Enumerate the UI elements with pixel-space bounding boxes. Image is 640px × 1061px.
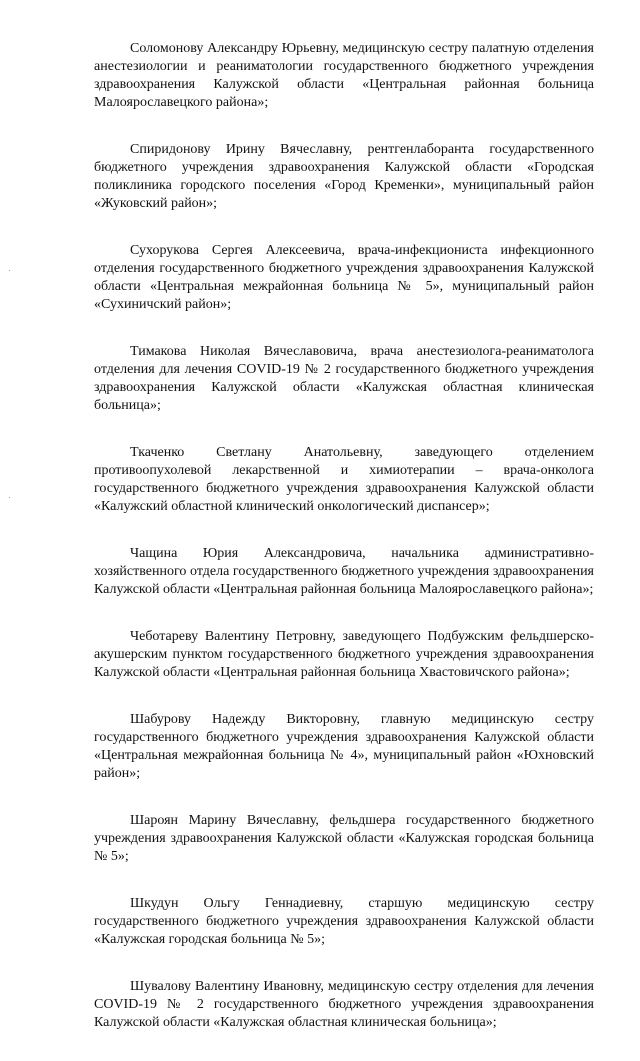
document-page xyxy=(94,40,594,1061)
award-entry-spiridonova: Спиридонову Ирину Вячеславну, рентгенлаборанта государственного бюджетного учреждения здравоохранения Калужской области «Городская поликлиника городского поселения «Город Кременки», муниципальный район «Жуковский район»; xyxy=(94,142,594,211)
award-entry-sharoyan: Шароян Марину Вячеславну, фельдшера государственного бюджетного учреждения здравоохранения Калужской области «Калужская городская больница № 5»; xyxy=(94,813,594,864)
scan-speck xyxy=(9,270,10,271)
award-entry-shuvalova: Шувалову Валентину Ивановну, медицинскую сестру отделения для лечения COVID-19 № 2 государственного бюджетного учреждения здравоохранения Калужской области «Калужская областная клиническая больница»; xyxy=(94,979,594,1030)
award-entry-chashchin: Чащина Юрия Александровича, начальника административно-хозяйственного отдела государственного бюджетного учреждения здравоохранения Калужской области «Центральная районная больница Малоярославецкого района»; xyxy=(94,546,594,597)
award-entry-solomonova: Соломонову Александру Юрьевну, медицинскую сестру палатную отделения анестезиологии и реаниматологии государственного бюджетного учреждения здравоохранения Калужской области «Центральная районная больница Малоярославецкого района»; xyxy=(94,41,594,110)
award-entry-shkudun: Шкудун Ольгу Геннадиевну, старшую медицинскую сестру государственного бюджетного учреждения здравоохранения Калужской области «Калужская городская больница № 5»; xyxy=(94,896,594,947)
award-entry-timakov: Тимакова Николая Вячеславовича, врача анестезиолога-реаниматолога отделения для лечения COVID-19 № 2 государственного бюджетного учреждения здравоохранения Калужской области «Калужская областная клиническая больница»; xyxy=(94,344,594,413)
award-entry-chebotareva: Чеботареву Валентину Петровну, заведующего Подбужским фельдшерско-акушерским пунктом государственного бюджетного учреждения здравоохранения Калужской области «Центральная районная больница Хвастовичского района»; xyxy=(94,629,594,680)
award-entry-tkachenko: Ткаченко Светлану Анатольевну, заведующего отделением противоопухолевой лекарственной и химиотерапии – врача-онколога государственного бюджетного учреждения здравоохранения Калужской области «Калужский областной клинический онкологический диспансер»; xyxy=(94,445,594,514)
award-entry-sukhorukov: Сухорукова Сергея Алексеевича, врача-инфекциониста инфекционного отделения государственного бюджетного учреждения здравоохранения Калужской области «Центральная межрайонная больница № 5», муниципальный район «Сухиничский район»; xyxy=(94,243,594,312)
award-entry-shaburova: Шабурову Надежду Викторовну, главную медицинскую сестру государственного бюджетного учреждения здравоохранения Калужской области «Центральная межрайонная больница № 4», муниципальный район «Юхновский район»; xyxy=(94,712,594,781)
scan-speck xyxy=(9,497,10,498)
